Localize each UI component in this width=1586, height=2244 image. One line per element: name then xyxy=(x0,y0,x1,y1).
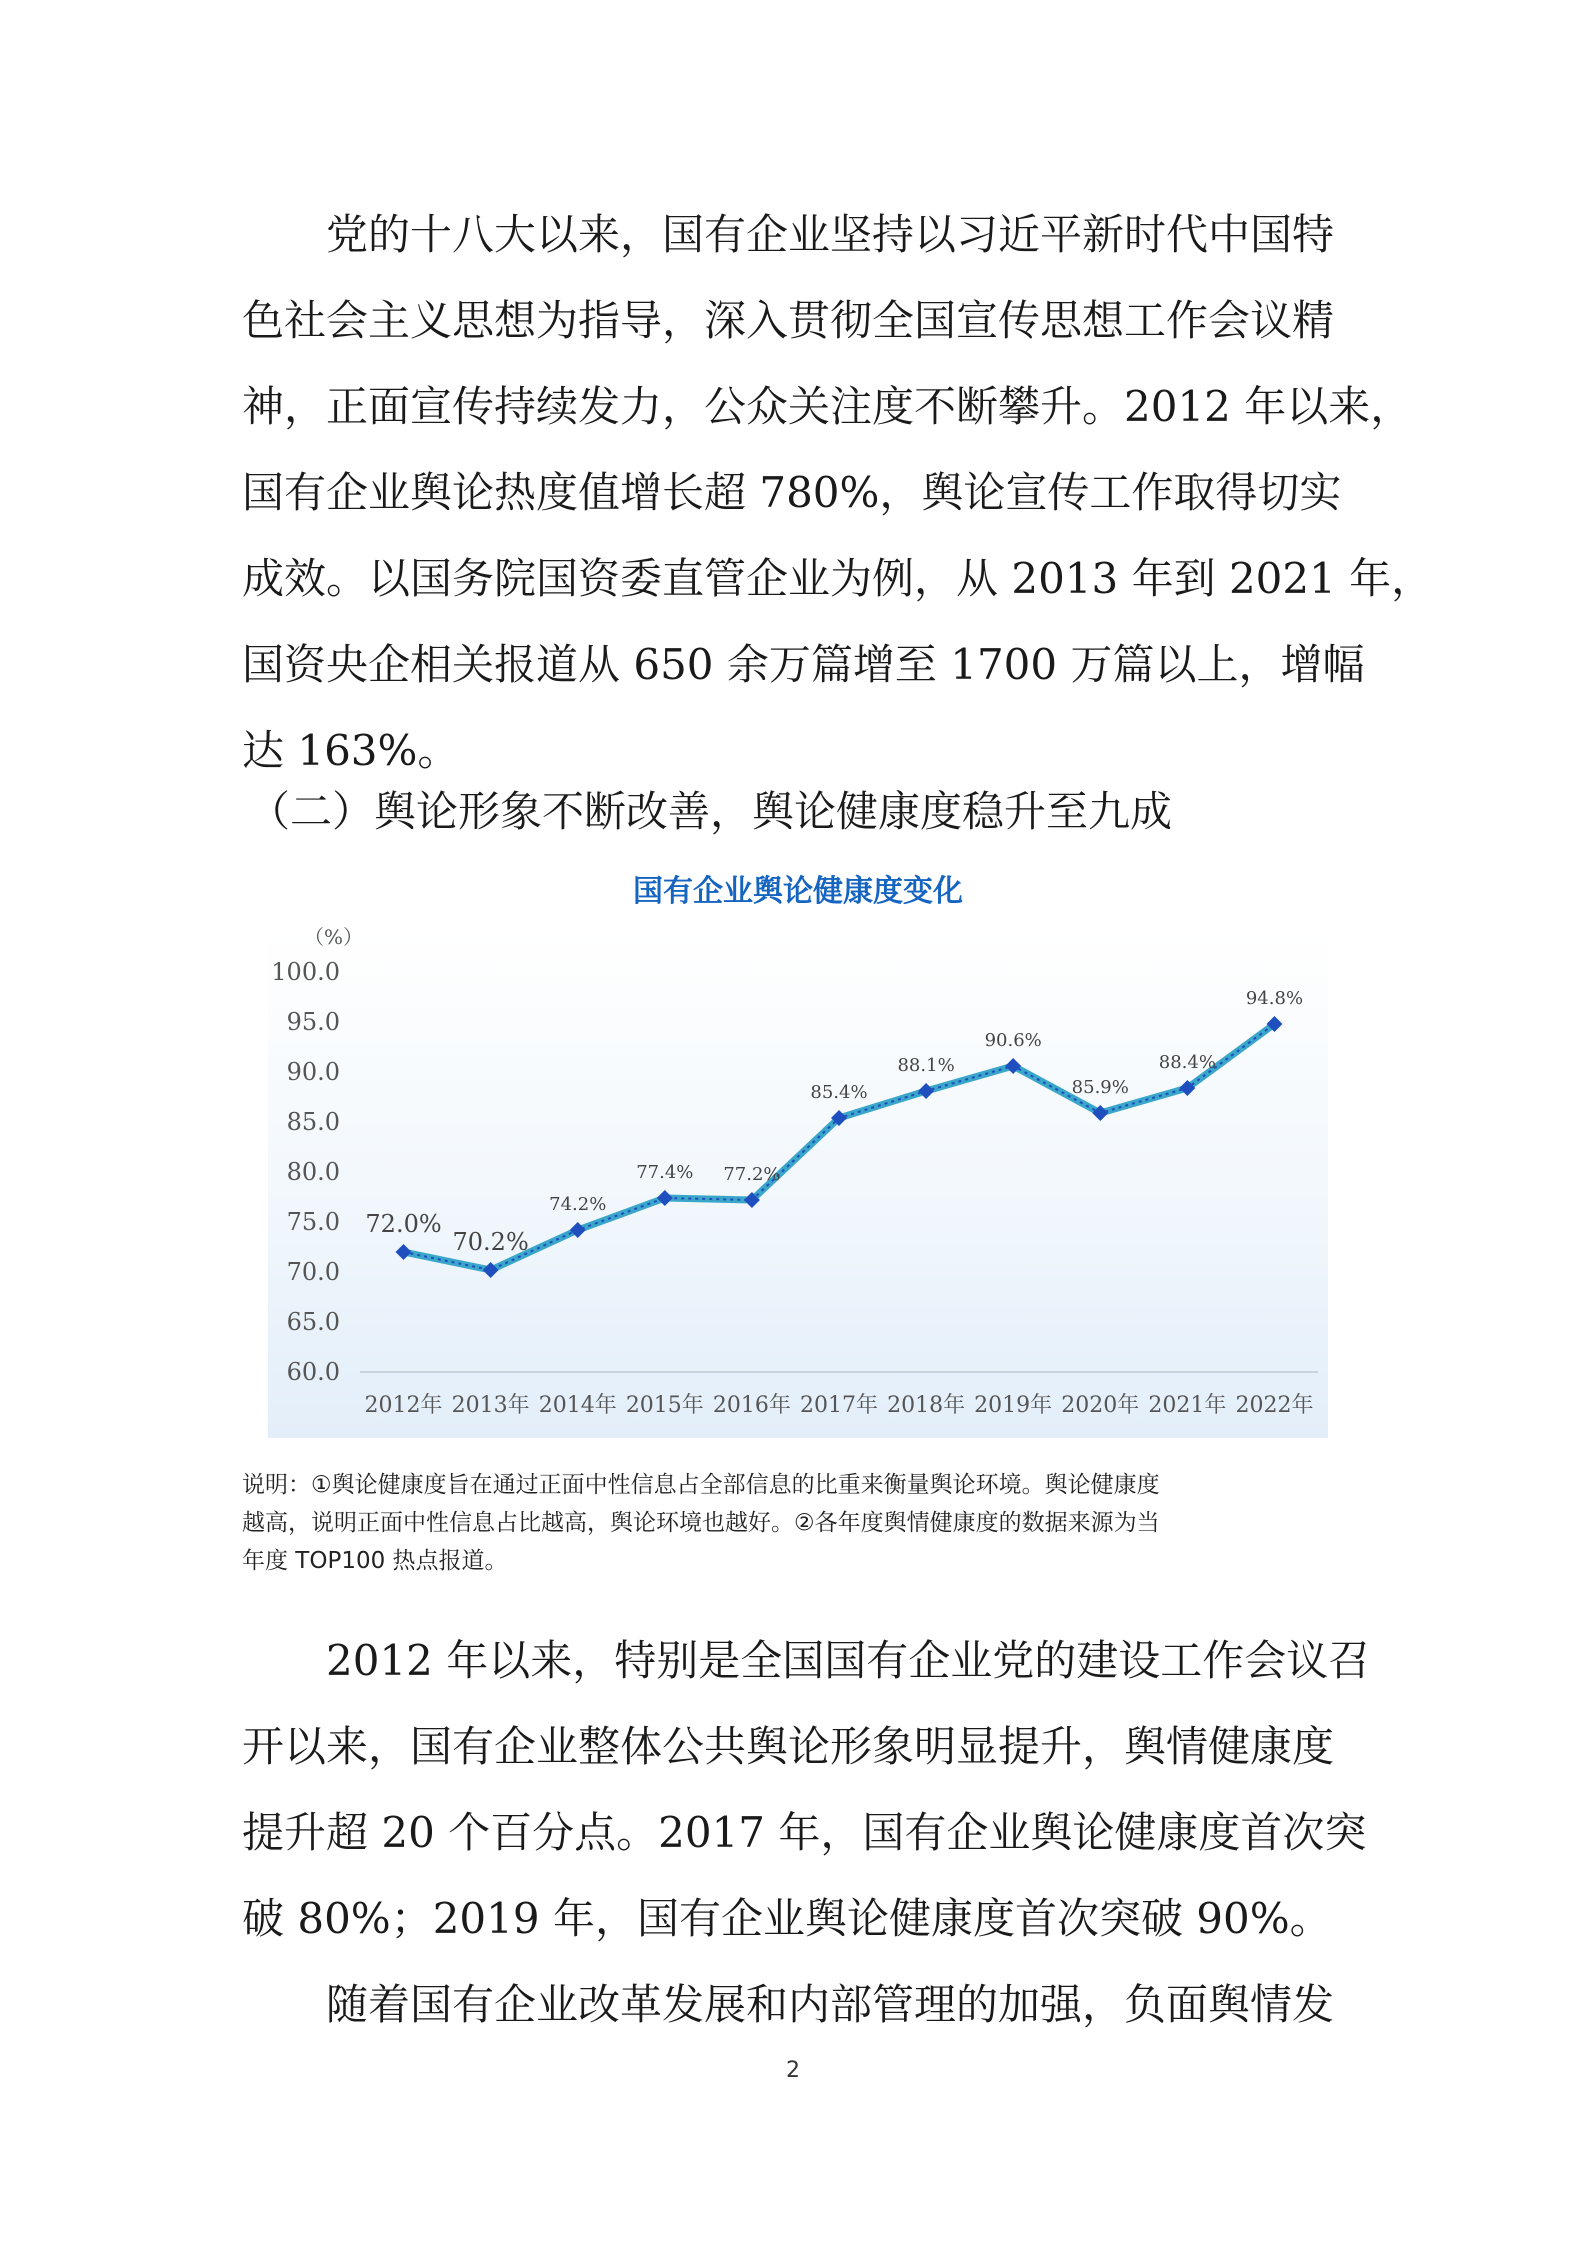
x-tick-label: 2018年 xyxy=(887,1393,966,1418)
page-number: 2 xyxy=(786,2058,800,2083)
x-tick-label: 2017年 xyxy=(800,1393,878,1418)
chart-title: 国有企业舆论健康度变化 xyxy=(633,874,963,909)
y-tick-label: 85.0 xyxy=(286,1108,340,1136)
x-tick-label: 2016年 xyxy=(712,1393,791,1418)
y-tick-label: 90.0 xyxy=(286,1058,340,1086)
data-label: 85.9% xyxy=(1071,1077,1129,1098)
x-tick-label: 2013年 xyxy=(451,1393,530,1418)
data-label: 72.0% xyxy=(365,1210,442,1238)
caption-line: 越高，说明正面中性信息占比越高，舆论环境也越好。②各年度舆情健康度的数据来源为当 xyxy=(242,1510,1160,1536)
y-tick-label: 75.0 xyxy=(286,1208,340,1236)
paragraph-line: 随着国有企业改革发展和内部管理的加强，负面舆情发 xyxy=(326,1980,1335,2029)
paragraph-line: 开以来，国有企业整体公共舆论形象明显提升，舆情健康度 xyxy=(242,1722,1335,1771)
data-label: 94.8% xyxy=(1245,988,1304,1009)
x-tick-label: 2012年 xyxy=(364,1393,443,1418)
x-tick-label: 2014年 xyxy=(538,1393,617,1418)
y-tick-label: 60.0 xyxy=(286,1358,340,1386)
paragraph-line: 达 163%。 xyxy=(242,726,460,775)
plot-background xyxy=(268,930,1328,1438)
paragraph-line: 提升超 20 个百分点。2017 年，国有企业舆论健康度首次突 xyxy=(242,1808,1367,1857)
x-tick-label: 2019年 xyxy=(974,1393,1053,1418)
data-label: 85.4% xyxy=(810,1082,868,1103)
data-label: 77.2% xyxy=(723,1164,781,1185)
data-label: 70.2% xyxy=(452,1228,529,1256)
y-tick-label: 70.0 xyxy=(286,1258,340,1286)
y-tick-label: 80.0 xyxy=(286,1158,340,1186)
data-label: 88.4% xyxy=(1158,1052,1216,1073)
y-tick-label: 95.0 xyxy=(286,1008,340,1036)
paragraph-1 xyxy=(242,192,1434,794)
x-tick-label: 2022年 xyxy=(1235,1393,1314,1418)
paragraph-2 xyxy=(242,1618,1371,1962)
caption-line: 说明：①舆论健康度旨在通过正面中性信息占全部信息的比重来衡量舆论环境。舆论健康度 xyxy=(242,1472,1160,1498)
y-tick-label: 100.0 xyxy=(271,958,340,986)
paragraph-line: 成效。以国务院国资委直管企业为例，从 2013 年到 2021 年， xyxy=(242,554,1434,603)
data-label: 90.6% xyxy=(984,1030,1042,1051)
x-tick-label: 2021年 xyxy=(1148,1393,1227,1418)
x-tick-label: 2015年 xyxy=(625,1393,704,1418)
paragraph-line: 破 80%；2019 年，国有企业舆论健康度首次突破 90%。 xyxy=(242,1894,1332,1943)
line-chart xyxy=(268,870,1328,1438)
paragraph-line: 国有企业舆论热度值增长超 780%，舆论宣传工作取得切实 xyxy=(242,468,1342,517)
chart-caption xyxy=(242,1466,1352,1580)
paragraph-line: 神，正面宣传持续发力，公众关注度不断攀升。2012 年以来， xyxy=(242,382,1413,431)
data-label: 88.1% xyxy=(897,1055,955,1076)
paragraph-line: 色社会主义思想为指导，深入贯彻全国宣传思想工作会议精 xyxy=(242,296,1335,345)
x-tick-label: 2020年 xyxy=(1061,1393,1140,1418)
caption-line: 年度 TOP100 热点报道。 xyxy=(242,1548,508,1574)
data-label: 74.2% xyxy=(549,1194,607,1215)
paragraph-3 xyxy=(242,1962,1352,2048)
chart-figure xyxy=(268,870,1328,1438)
section-heading: （二）舆论形象不断改善，舆论健康度稳升至九成 xyxy=(248,787,1173,836)
paragraph-line: 国资央企相关报道从 650 余万篇增至 1700 万篇以上，增幅 xyxy=(242,640,1365,689)
paragraph-line: 党的十八大以来，国有企业坚持以习近平新时代中国特 xyxy=(326,210,1335,259)
paragraph-line: 2012 年以来，特别是全国国有企业党的建设工作会议召 xyxy=(326,1636,1371,1685)
y-unit-label: （%） xyxy=(304,925,364,949)
y-tick-label: 65.0 xyxy=(286,1308,340,1336)
data-label: 77.4% xyxy=(636,1162,694,1183)
